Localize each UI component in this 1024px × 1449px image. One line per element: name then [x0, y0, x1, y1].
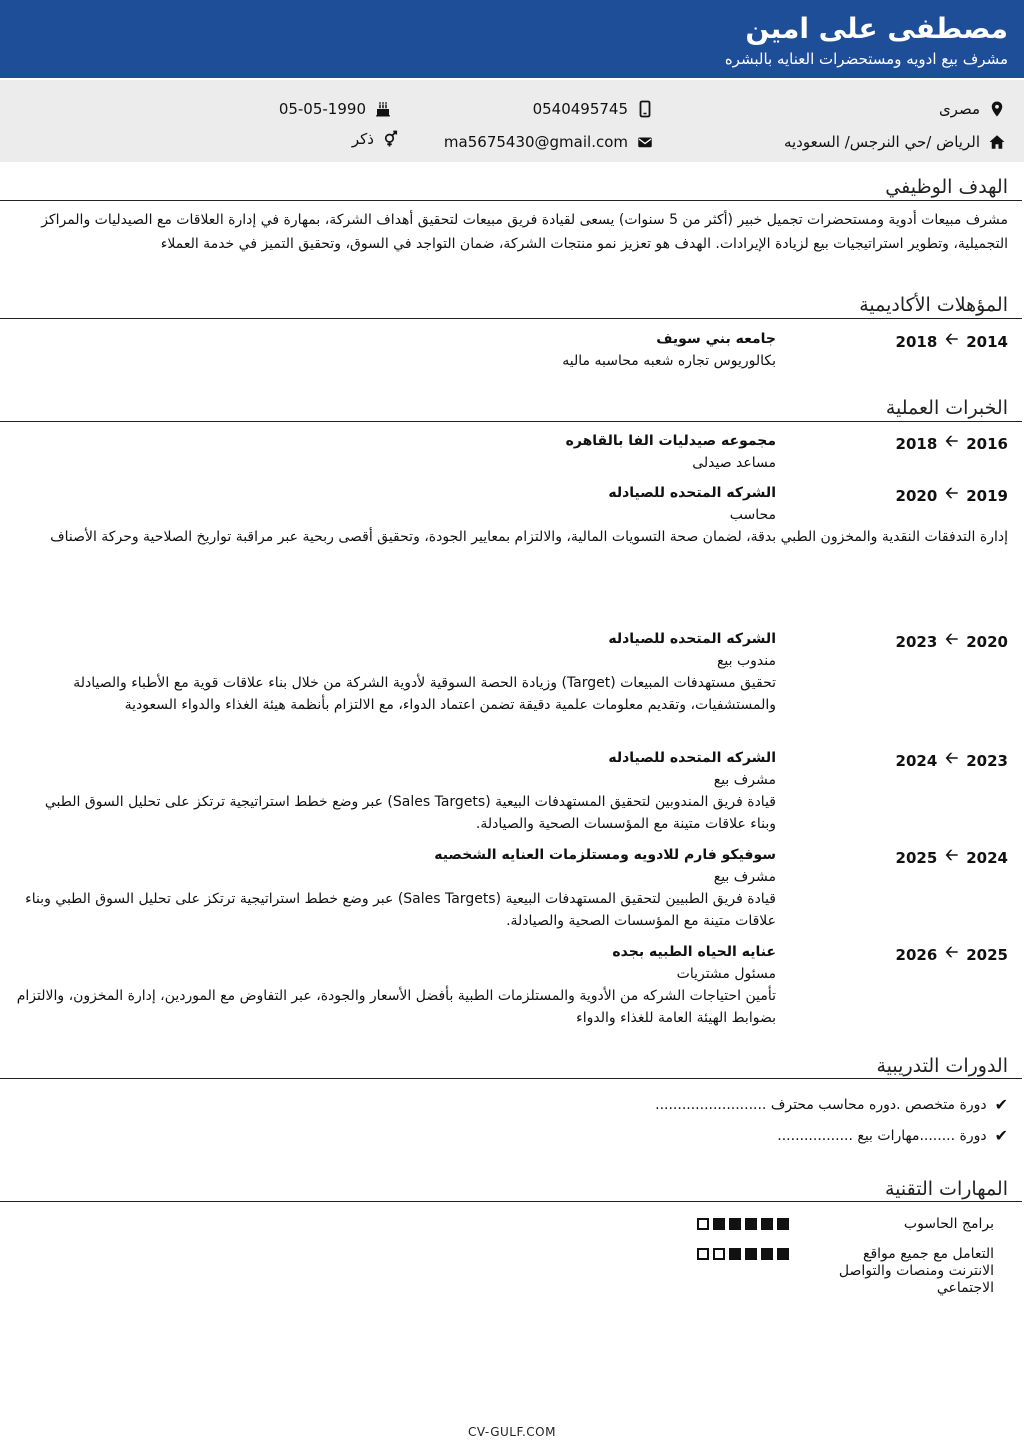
- year-end: 2026: [895, 945, 938, 964]
- rating-square-filled: [777, 1218, 789, 1230]
- year-end: 2025: [895, 848, 938, 867]
- mobile-phone-icon: [636, 100, 654, 118]
- year-start: 2019: [966, 486, 1008, 505]
- candidate-name: مصطفى على امين: [745, 12, 1008, 45]
- section-divider: [0, 421, 1022, 422]
- arrow-left-icon: 🡠: [945, 483, 959, 502]
- section-divider: [0, 318, 1022, 319]
- entry-years: [896, 328, 1008, 355]
- year-end: 2024: [895, 751, 938, 770]
- gender-icon: [382, 130, 400, 148]
- year-end: 2018: [895, 434, 938, 453]
- skill-row: [594, 1216, 994, 1236]
- skill-rating: [697, 1218, 789, 1230]
- skill-name: برامج الحاسوب: [903, 1216, 994, 1232]
- job-description: إدارة التدفقات النقدية والمخزون الطبي بدقة، لضمان صحة التسويات المالية، والالتزام بمعايير الجودة، وتحقيق أقصى ربحية عبر مراقبة تواريخ الصلاحية وحركة الأصناف: [50, 529, 1008, 545]
- candidate-title: مشرف بيع ادويه ومستحضرات العنايه بالبشره: [724, 50, 1008, 68]
- home-icon: [988, 133, 1006, 151]
- arrow-left-icon: 🡠: [945, 329, 959, 348]
- rating-square-filled: [761, 1218, 773, 1230]
- job-role: مشرف بيع: [713, 772, 776, 788]
- company-name: سوفيكو فارم للادويه ومستلزمات العنايه الشخصيه: [434, 847, 776, 863]
- job-description: قيادة فريق الطبيين لتحقيق المستهدفات البيعية (Sales Targets) عبر وضع خطط استراتيجية ترتكز على تحليل السوق الطبي وبناء علاقات متينة مع المؤسسات الصحية والصيادلة.: [25, 891, 776, 929]
- job-description: تحقيق مستهدفات المبيعات (Target) وزيادة الحصة السوقية لأدوية الشركة من خلال بناء علاقات قوية مع الأطباء والصيادلة والمستشفيات، وتقديم معلومات علمية دقيقة تضمن اعتماد الدواء، مع الالتزام بأنظمة هيئة الغذاء والدواء السعودية: [73, 675, 776, 713]
- rating-square-empty: [713, 1248, 725, 1260]
- nationality-row: [939, 100, 1006, 118]
- section-divider: [0, 200, 1022, 201]
- entry-years: [896, 430, 1008, 457]
- company-name: الشركه المتحده للصيادله: [608, 631, 776, 647]
- phone-row: [533, 100, 654, 118]
- arrow-left-icon: 🡠: [945, 629, 959, 648]
- course-label: دورة متخصص .دوره محاسب محترف .........................: [655, 1096, 987, 1113]
- arrow-left-icon: 🡠: [945, 431, 959, 450]
- skill-row: [594, 1246, 994, 1302]
- address-row: [784, 133, 1006, 151]
- contact-info: [0, 80, 1024, 162]
- rating-square-filled: [729, 1218, 741, 1230]
- rating-square-filled: [745, 1248, 757, 1260]
- skills-heading: المهارات التقنية: [884, 1178, 1008, 1200]
- rating-square-filled: [713, 1218, 725, 1230]
- section-divider: [0, 1078, 1022, 1079]
- job-description: قيادة فريق المندوبين لتحقيق المستهدفات البيعية (Sales Targets) عبر وضع خطط استراتيجية ترتكز على تحليل السوق الطبي وبناء علاقات متينة مع المؤسسات الصحية والصيادلة.: [44, 794, 776, 832]
- company-name: عنايه الحياه الطبيه بجده: [612, 944, 776, 960]
- email-icon: [636, 133, 654, 151]
- year-end: 2023: [895, 632, 938, 651]
- rating-square-empty: [697, 1248, 709, 1260]
- entry-years: [896, 941, 1008, 968]
- birthdate-row: [279, 100, 392, 118]
- header-banner: [0, 0, 1024, 78]
- email-row: [444, 133, 654, 151]
- experience-heading: الخبرات العملية: [885, 397, 1008, 419]
- rating-square-filled: [777, 1248, 789, 1260]
- year-start: 2020: [966, 632, 1008, 651]
- course-item: [777, 1126, 1008, 1145]
- rating-square-filled: [729, 1248, 741, 1260]
- checkmark-icon: ✔: [994, 1126, 1008, 1145]
- footer-brand: CV-GULF.COM: [468, 1425, 556, 1439]
- job-description: تأمين احتياجات الشركه من الأدوية والمستلزمات الطبية بأفضل الأسعار والجودة، عبر التفاوض مع الموردين، إدارة المخزون، والالتزام بضوابط الهيئة العامة للغذاء والدواء: [16, 988, 776, 1026]
- education-heading: المؤهلات الأكاديمية: [859, 294, 1008, 316]
- course-label: دورة ........مهارات بيع .................: [777, 1127, 987, 1144]
- courses-heading: الدورات التدريبية: [876, 1055, 1008, 1077]
- year-start: 2025: [966, 945, 1008, 964]
- job-role: مندوب بيع: [716, 653, 776, 669]
- year-end: 2020: [895, 486, 938, 505]
- section-divider: [0, 1201, 1022, 1202]
- entry-years: [896, 628, 1008, 655]
- email-value[interactable]: ma5675430@gmail.com: [443, 133, 628, 151]
- location-pin-icon: [988, 100, 1006, 118]
- year-start: 2023: [966, 751, 1008, 770]
- institution-name: جامعه بني سويف: [656, 331, 776, 347]
- phone-value[interactable]: 0540495745: [532, 100, 628, 118]
- skill-name: التعامل مع جميع مواقع الانترنت ومنصات والتواصل الاجتماعي: [838, 1246, 994, 1296]
- checkmark-icon: ✔: [994, 1095, 1008, 1114]
- skill-rating: [697, 1248, 789, 1260]
- job-role: مشرف بيع: [713, 869, 776, 885]
- gender-value: ذكر: [351, 130, 374, 148]
- arrow-left-icon: 🡠: [945, 845, 959, 864]
- address-value: الرياض /حي النرجس/ السعوديه: [783, 133, 980, 151]
- degree-name: بكالوريوس تجاره شعبه محاسبه ماليه: [562, 353, 776, 369]
- rating-square-filled: [761, 1248, 773, 1260]
- rating-square-empty: [697, 1218, 709, 1230]
- objective-heading: الهدف الوظيفي: [885, 176, 1008, 198]
- rating-square-filled: [745, 1218, 757, 1230]
- company-name: مجموعه صيدليات الفا بالقاهره: [565, 433, 776, 449]
- job-role: مساعد صيدلى: [692, 455, 776, 471]
- gender-row: [352, 130, 400, 148]
- job-role: مسئول مشتريات: [676, 966, 776, 982]
- arrow-left-icon: 🡠: [945, 748, 959, 767]
- year-start: 2024: [966, 848, 1008, 867]
- entry-years: [896, 747, 1008, 774]
- year-start: 2016: [966, 434, 1008, 453]
- year-start: 2014: [966, 332, 1008, 351]
- company-name: الشركه المتحده للصيادله: [608, 485, 776, 501]
- job-role: محاسب: [729, 507, 776, 523]
- objective-text: مشرف مبيعات أدوية ومستحضرات تجميل خبير (أكثر من 5 سنوات) يسعى لقيادة فريق مبيعات لتحقيق أهداف الشركة، بمهارة في إدارة العلاقات مع الصيدليات والمراكز التجميلية، وتطوير استراتيجيات بيع لزيادة الإيرادات. الهدف هو تعزيز نمو منتجات الشركة، ضمان التواجد في السوق، وتحقيق التميز في خدمة العملاء: [41, 212, 1008, 252]
- course-item: [655, 1095, 1008, 1114]
- arrow-left-icon: 🡠: [945, 942, 959, 961]
- birthday-cake-icon: [374, 100, 392, 118]
- year-end: 2018: [895, 332, 938, 351]
- birthdate-value: 05-05-1990: [278, 100, 366, 118]
- company-name: الشركه المتحده للصيادله: [608, 750, 776, 766]
- nationality-value: مصرى: [938, 100, 980, 118]
